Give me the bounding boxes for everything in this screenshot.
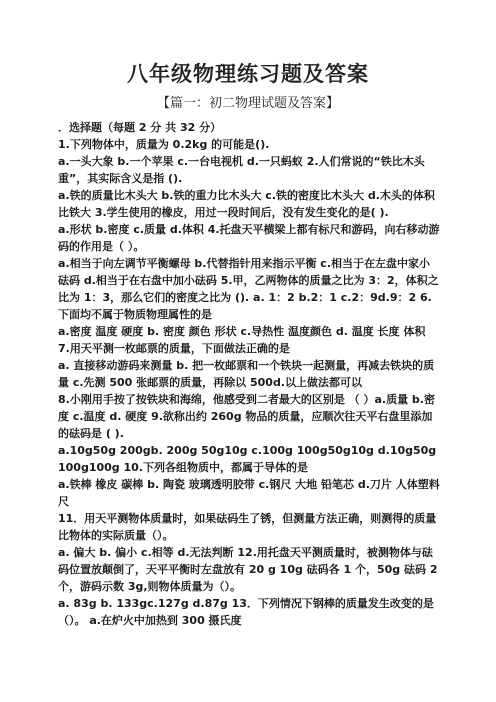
question-paragraph: 1.下列物体中，质量为 0.2kg 的可能是(). [58,138,270,151]
question-paragraph: a.密度 温度 硬度 b. 密度 颜色 形状 c.导热性 温度颜色 d. 温度 长度 体积 7.用天平测一枚邮票的质量，下面做法正确的是 [58,325,426,355]
question-paragraph: 8.小刚用手按了按铁块和海绵，他感受到二者最大的区别是 （ ）a.质量 b.密度 c.温度 d. 硬度 9.欲称出约 260g 物品的质量，应顺次往天平右盘里添加的砝码是 ( ). [58,393,435,440]
question-paragraph: a. 直接移动游码来测量 b. 把一枚邮票和一个铁块一起测量，再减去铁块的质量 c.先测 500 张邮票的质量，再除以 500d.以上做法都可以 [58,359,435,389]
question-paragraph: a.形状 b.密度 c.质量 d.体积 4.托盘天平横梁上都有标尺和游码，向右移动游码的作用是（ ）。 [58,223,440,253]
question-paragraph: a.一头大象 b.一个苹果 c.一台电视机 d.一只蚂蚁 2.人们常说的“铁比木头重”，其实际含义是指 (). [58,155,425,185]
question-paragraph: a.铁棒 橡皮 碳棒 b. 陶瓷 玻璃透明胶带 c.钢尺 大地 铅笔芯 d.刀片 人体塑料尺 [58,478,440,508]
question-paragraph: a. 偏大 b. 偏小 c.相等 d.无法判断 12.用托盘天平测质量时，被测物体与砝码位置放颠倒了，天平平衡时左盘放有 20 g 10g 砝码各 1 个，50g 砝码 2 个，游码示数 3g,则物体质量为（）。 [58,546,438,593]
document-subtitle: 【篇一：初二物理试题及答案】 [156,96,339,111]
question-paragraph: a.相当于向左调节平衡螺母 b.代替指针用来指示平衡 c.相当于在左盘中家小砝码 d.相当于在右盘中加小砝码 5.甲，乙两物体的质量之比为 3：2，体积之比为 1：3，那么它们的密度之比为 (). a. 1：2 b.2：1 c.2：9d.9：2 6.下面均不属于物质物理属性的是 [58,257,439,321]
section-heading: ．选择题（每题 2 分 共 32 分） [58,121,222,134]
document-title: 八年级物理练习题及答案 [127,61,369,86]
question-paragraph: a.10g50g 200gb. 200g 50g10g c.100g 100g50g10g d.10g50g 100g100g 10.下列各组物质中，都属于导体的是 [58,444,437,474]
question-paragraph: a.铁的质量比木头大 b.铁的重力比木头大 c.铁的密度比木头大 d.木头的体积比铁大 3.学生使用的橡皮，用过一段时间后，没有发生变化的是( ). [58,189,435,219]
document-body [58,119,440,629]
question-paragraph: 11．用天平测物体质量时，如果砝码生了锈，但测量方法正确，则测得的质量比物体的实际质量（）。 [58,512,437,542]
question-paragraph: a. 83g b. 133gc.127g d.87g 13．下列情况下钢棒的质量发生改变的是（）。 a.在炉火中加热到 300 摄氏度 [58,597,434,627]
